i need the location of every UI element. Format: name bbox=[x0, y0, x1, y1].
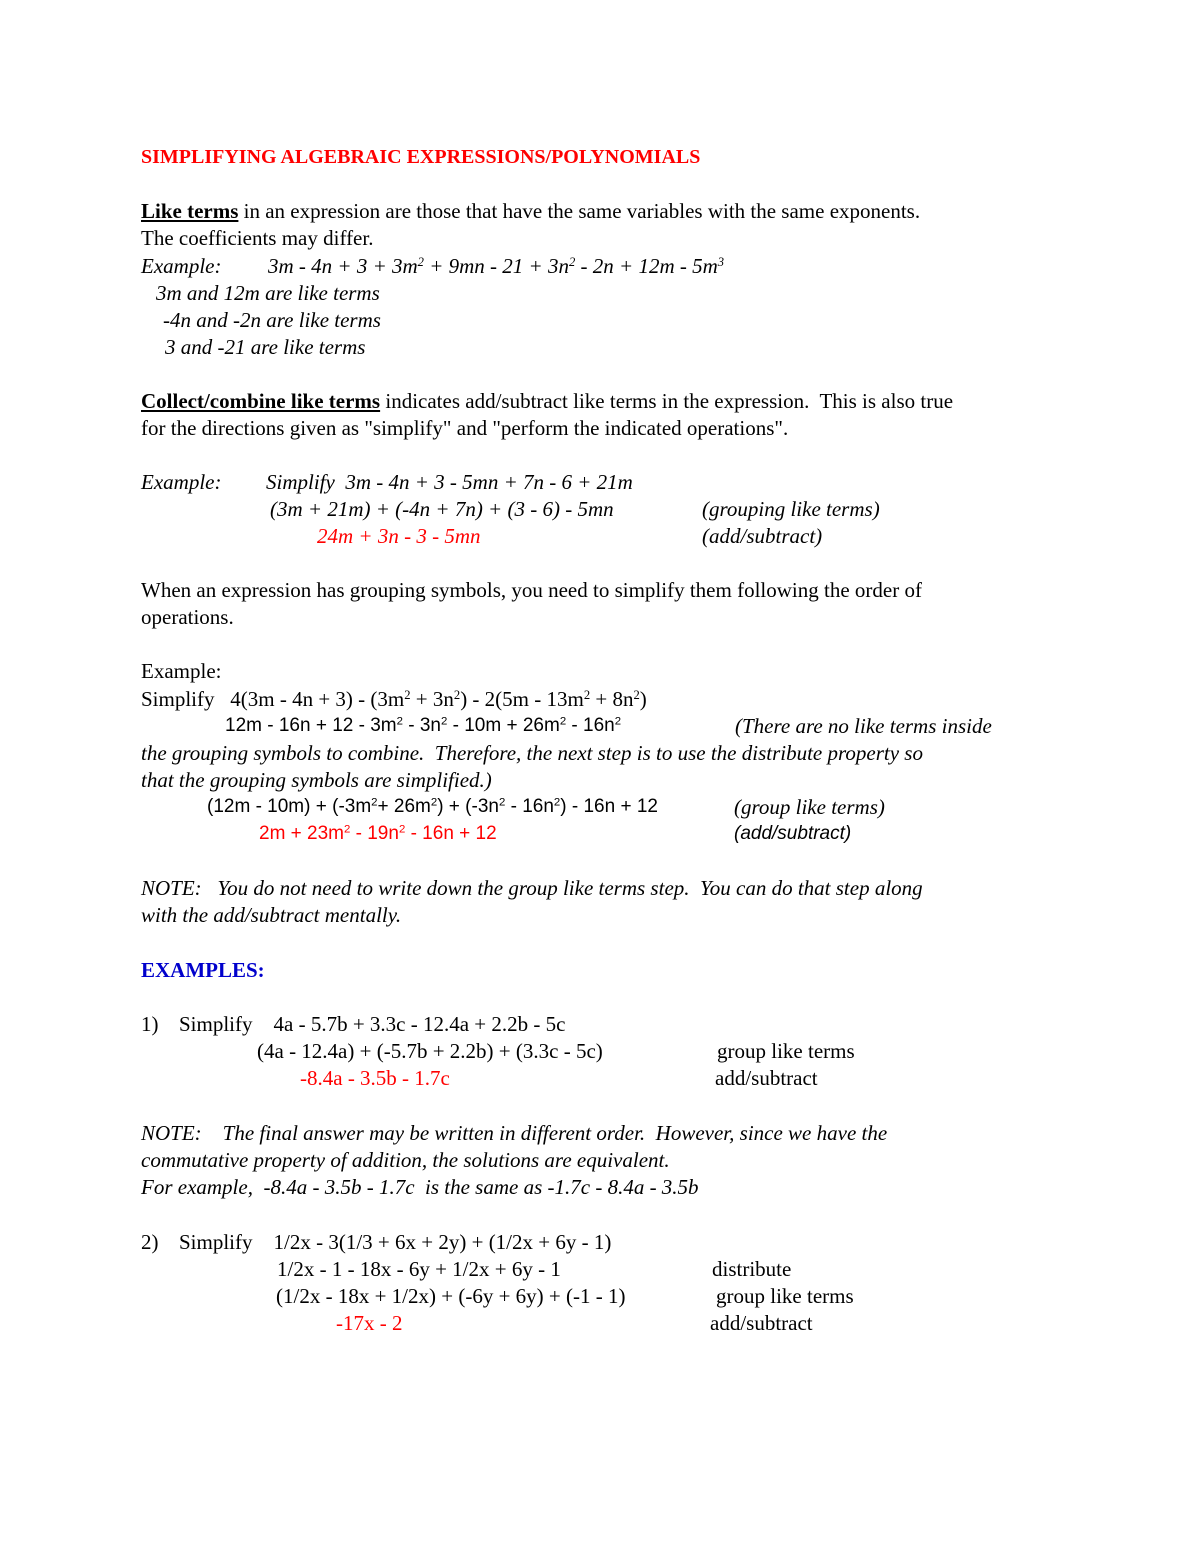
exponent: 2 bbox=[498, 796, 506, 809]
example-1-grouped-note: group like terms bbox=[717, 1039, 855, 1063]
note-text: For example, -8.4a - 3.5b - 1.7c is the same as -1.7c - 8.4a - 3.5b bbox=[141, 1175, 699, 1199]
grouping-example-grouped-note: (group like terms) bbox=[734, 795, 885, 819]
expr-part: 2m + 23m bbox=[259, 823, 345, 844]
grouping-example-answer-note: (add/subtract) bbox=[734, 823, 852, 844]
exponent: 3 bbox=[717, 255, 725, 270]
like-terms-example-label: Example: bbox=[141, 254, 222, 278]
grouping-example-distributed-note: the grouping symbols to combine. Therefore, the next step is to use the distribute property so bbox=[141, 741, 923, 765]
expr-part: - 2n + 12m - 5m bbox=[575, 254, 718, 278]
expr-part: + 8n bbox=[590, 687, 634, 711]
expr-part: (12m - 10m) + (-3m bbox=[207, 796, 372, 817]
note-text: NOTE: You do not need to write down the group like terms step. You can do that step along bbox=[141, 876, 923, 900]
grouping-text: When an expression has grouping symbols, you need to simplify them following the order of bbox=[141, 578, 922, 602]
collect-example-label: Example: bbox=[141, 470, 222, 494]
like-terms-example-expression bbox=[268, 256, 724, 277]
like-terms-line2: The coefficients may differ. bbox=[141, 226, 374, 250]
example-1-grouped: (4a - 12.4a) + (-5.7b + 2.2b) + (3.3c - 5c) bbox=[257, 1039, 603, 1063]
expr-part: ) + (-3n bbox=[437, 796, 499, 817]
expr-part: ) bbox=[639, 687, 647, 711]
expr-part: - 16n bbox=[566, 715, 615, 736]
grouping-example-simplify bbox=[141, 689, 647, 710]
exponent: 2 bbox=[583, 688, 591, 703]
exponent: 2 bbox=[559, 715, 567, 728]
expr-part: - 19n bbox=[350, 823, 399, 844]
grouping-text: operations. bbox=[141, 605, 234, 629]
grouping-example-grouped bbox=[207, 797, 658, 816]
grouping-example-label: Example: bbox=[141, 659, 222, 683]
expr-part: - 16n + 12 bbox=[405, 823, 497, 844]
exponent: 2 bbox=[396, 715, 403, 728]
example-2-simplify: Simplify 1/2x - 3(1/3 + 6x + 2y) + (1/2x + 6y - 1) bbox=[179, 1230, 612, 1254]
collect-example-grouped-note: (grouping like terms) bbox=[702, 497, 880, 521]
example-number: 2) bbox=[141, 1230, 159, 1254]
exponent: 2 bbox=[453, 688, 461, 703]
exponent: 2 bbox=[430, 796, 438, 809]
collect-line2: for the directions given as "simplify" and "perform the indicated operations". bbox=[141, 416, 789, 440]
grouping-example-answer bbox=[259, 824, 497, 843]
like-terms-note: 3 and -21 are like terms bbox=[165, 335, 366, 359]
like-terms-term: Like terms bbox=[141, 199, 239, 223]
expr-part: Simplify 4(3m - 4n + 3) - (3m bbox=[141, 687, 405, 711]
exponent: 2 bbox=[553, 796, 561, 809]
example-2-distributed-note: distribute bbox=[712, 1257, 792, 1281]
expr-part: 3m - 4n + 3 + 3m bbox=[268, 254, 418, 278]
collect-example-grouped: (3m + 21m) + (-4n + 7n) + (3 - 6) - 5mn bbox=[270, 497, 614, 521]
like-terms-note: 3m and 12m are like terms bbox=[156, 281, 380, 305]
exponent: 2 bbox=[441, 715, 448, 728]
expr-part: + 3n bbox=[410, 687, 454, 711]
exponent: 2 bbox=[371, 796, 378, 809]
exponent: 2 bbox=[614, 715, 622, 728]
example-2-distributed: 1/2x - 1 - 18x - 6y + 1/2x + 6y - 1 bbox=[277, 1257, 561, 1281]
expr-part: ) - 16n + 12 bbox=[560, 796, 658, 817]
exponent: 2 bbox=[398, 823, 406, 836]
collect-definition bbox=[141, 391, 953, 412]
exponent: 2 bbox=[633, 688, 640, 703]
collect-definition-text: indicates add/subtract like terms in the expression. This is also true bbox=[380, 389, 954, 413]
exponent: 2 bbox=[568, 255, 576, 270]
expr-part: - 16n bbox=[505, 796, 554, 817]
collect-example-answer: 24m + 3n - 3 - 5mn bbox=[317, 524, 481, 548]
collect-term: Collect/combine like terms bbox=[141, 389, 381, 413]
note-text: with the add/subtract mentally. bbox=[141, 903, 402, 927]
grouping-example-distributed-note: that the grouping symbols are simplified.) bbox=[141, 768, 492, 792]
like-terms-definition bbox=[141, 201, 920, 222]
expr-part: - 3n bbox=[402, 715, 441, 736]
expr-part: + 9mn - 21 + 3n bbox=[423, 254, 569, 278]
note-text: commutative property of addition, the solutions are equivalent. bbox=[141, 1148, 670, 1172]
example-1-answer-note: add/subtract bbox=[715, 1066, 818, 1090]
example-number: 1) bbox=[141, 1012, 159, 1036]
like-terms-note: -4n and -2n are like terms bbox=[163, 308, 381, 332]
example-2-answer-note: add/subtract bbox=[710, 1311, 813, 1335]
page-title: SIMPLIFYING ALGEBRAIC EXPRESSIONS/POLYNOMIALS bbox=[141, 146, 701, 168]
expr-part: + 26m bbox=[377, 796, 431, 817]
example-1-answer: -8.4a - 3.5b - 1.7c bbox=[300, 1066, 450, 1090]
collect-example-simplify: Simplify 3m - 4n + 3 - 5mn + 7n - 6 + 21m bbox=[266, 470, 633, 494]
exponent: 2 bbox=[417, 255, 424, 270]
collect-example-answer-note: (add/subtract) bbox=[702, 524, 823, 548]
like-terms-definition-text: in an expression are those that have the same variables with the same exponents. bbox=[238, 199, 921, 223]
expr-part: 12m - 16n + 12 - 3m bbox=[225, 715, 397, 736]
note-text: NOTE: The final answer may be written in different order. However, since we have the bbox=[141, 1121, 888, 1145]
example-1-simplify: Simplify 4a - 5.7b + 3.3c - 12.4a + 2.2b - 5c bbox=[179, 1012, 566, 1036]
expr-part: - 10m + 26m bbox=[447, 715, 560, 736]
example-2-grouped-note: group like terms bbox=[716, 1284, 854, 1308]
examples-heading: EXAMPLES: bbox=[141, 958, 265, 982]
grouping-example-distributed bbox=[225, 716, 621, 735]
example-2-answer: -17x - 2 bbox=[336, 1311, 403, 1335]
grouping-example-distributed-note: (There are no like terms inside bbox=[735, 714, 992, 738]
example-2-grouped: (1/2x - 18x + 1/2x) + (-6y + 6y) + (-1 - 1) bbox=[276, 1284, 626, 1308]
expr-part: ) - 2(5m - 13m bbox=[460, 687, 584, 711]
exponent: 2 bbox=[344, 823, 351, 836]
exponent: 2 bbox=[404, 688, 411, 703]
